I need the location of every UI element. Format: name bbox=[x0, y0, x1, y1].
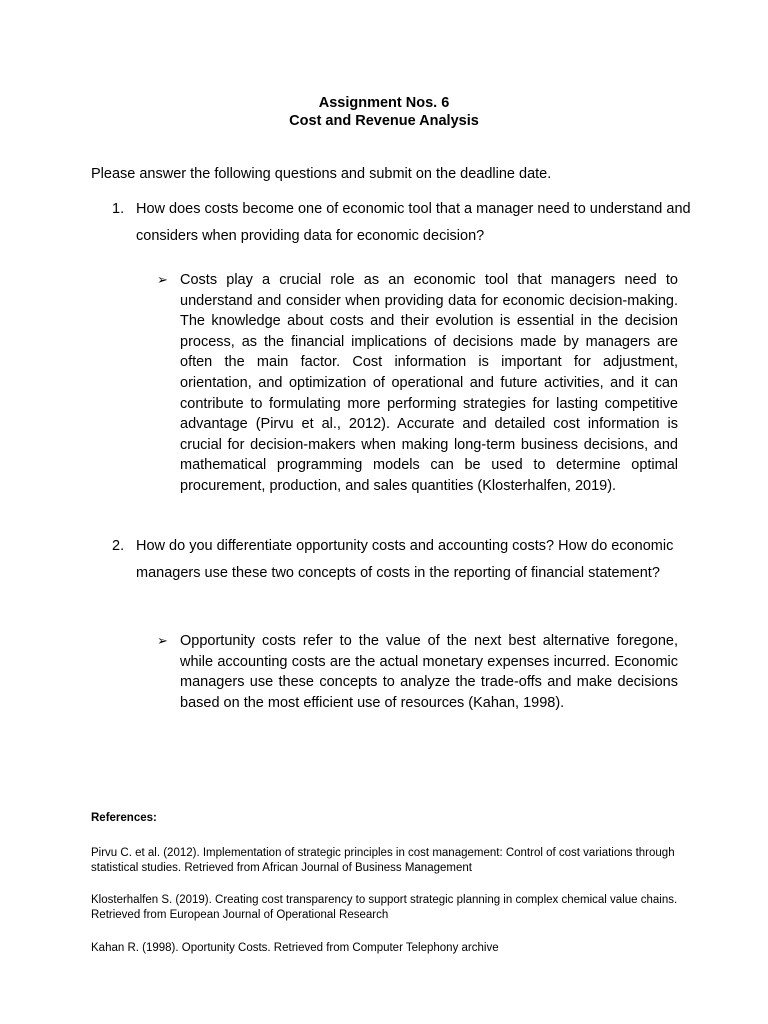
question-1 bbox=[112, 196, 692, 250]
question-text: How do you differentiate opportunity costs and accounting costs? How do economic managers use these two concepts of costs in the reporting of financial statement? bbox=[136, 538, 674, 581]
instructions-text: Please answer the following questions and submit on the deadline date. bbox=[91, 166, 552, 182]
question-number: 1. bbox=[112, 201, 125, 217]
arrow-bullet-icon: ➢ bbox=[157, 272, 168, 287]
document-subtitle: Cost and Revenue Analysis bbox=[289, 113, 479, 129]
reference-item: Kahan R. (1998). Oportunity Costs. Retrieved from Computer Telephony archive bbox=[91, 942, 499, 954]
question-2 bbox=[112, 533, 692, 587]
reference-item: Pirvu C. et al. (2012). Implementation of strategic principles in cost management: Control of cost variations through statistical studies. Retrieved from African Journal of Business Management bbox=[91, 847, 675, 874]
question-number: 2. bbox=[112, 538, 125, 554]
answer-2 bbox=[157, 631, 678, 713]
answer-1 bbox=[157, 270, 678, 497]
question-text: How does costs become one of economic tool that a manager need to understand and considers when providing data for economic decision? bbox=[136, 201, 691, 244]
reference-item: Klosterhalfen S. (2019). Creating cost transparency to support strategic planning in complex chemical value chains. Retrieved from European Journal of Operational Research bbox=[91, 894, 678, 921]
answer-text: Opportunity costs refer to the value of the next best alternative foregone, while accounting costs are the actual monetary expenses incurred. Economic managers use these concepts to analyze the trade-offs and make decisions based on the most efficient use of resources (Kahan, 1998). bbox=[180, 633, 678, 711]
arrow-bullet-icon: ➢ bbox=[157, 633, 168, 648]
document-title: Assignment Nos. 6 bbox=[318, 95, 450, 111]
references-heading: References: bbox=[91, 812, 157, 824]
answer-text: Costs play a crucial role as an economic tool that managers need to understand and consider when providing data for economic decision-making. The knowledge about costs and their evolution is essential in the decision process, as the financial implications of decisions made by managers are often the main factor. Cost information is important for adjustment, orientation, and optimization of operational and future activities, and it can contribute to formulating more performing strategies for lasting competitive advantage (Pirvu et al., 2012). Accurate and detailed cost information is crucial for decision-makers when making long-term business decisions, and mathematical programming models can be used to determine optimal procurement, production, and sales quantities (Klosterhalfen, 2019). bbox=[180, 272, 678, 494]
